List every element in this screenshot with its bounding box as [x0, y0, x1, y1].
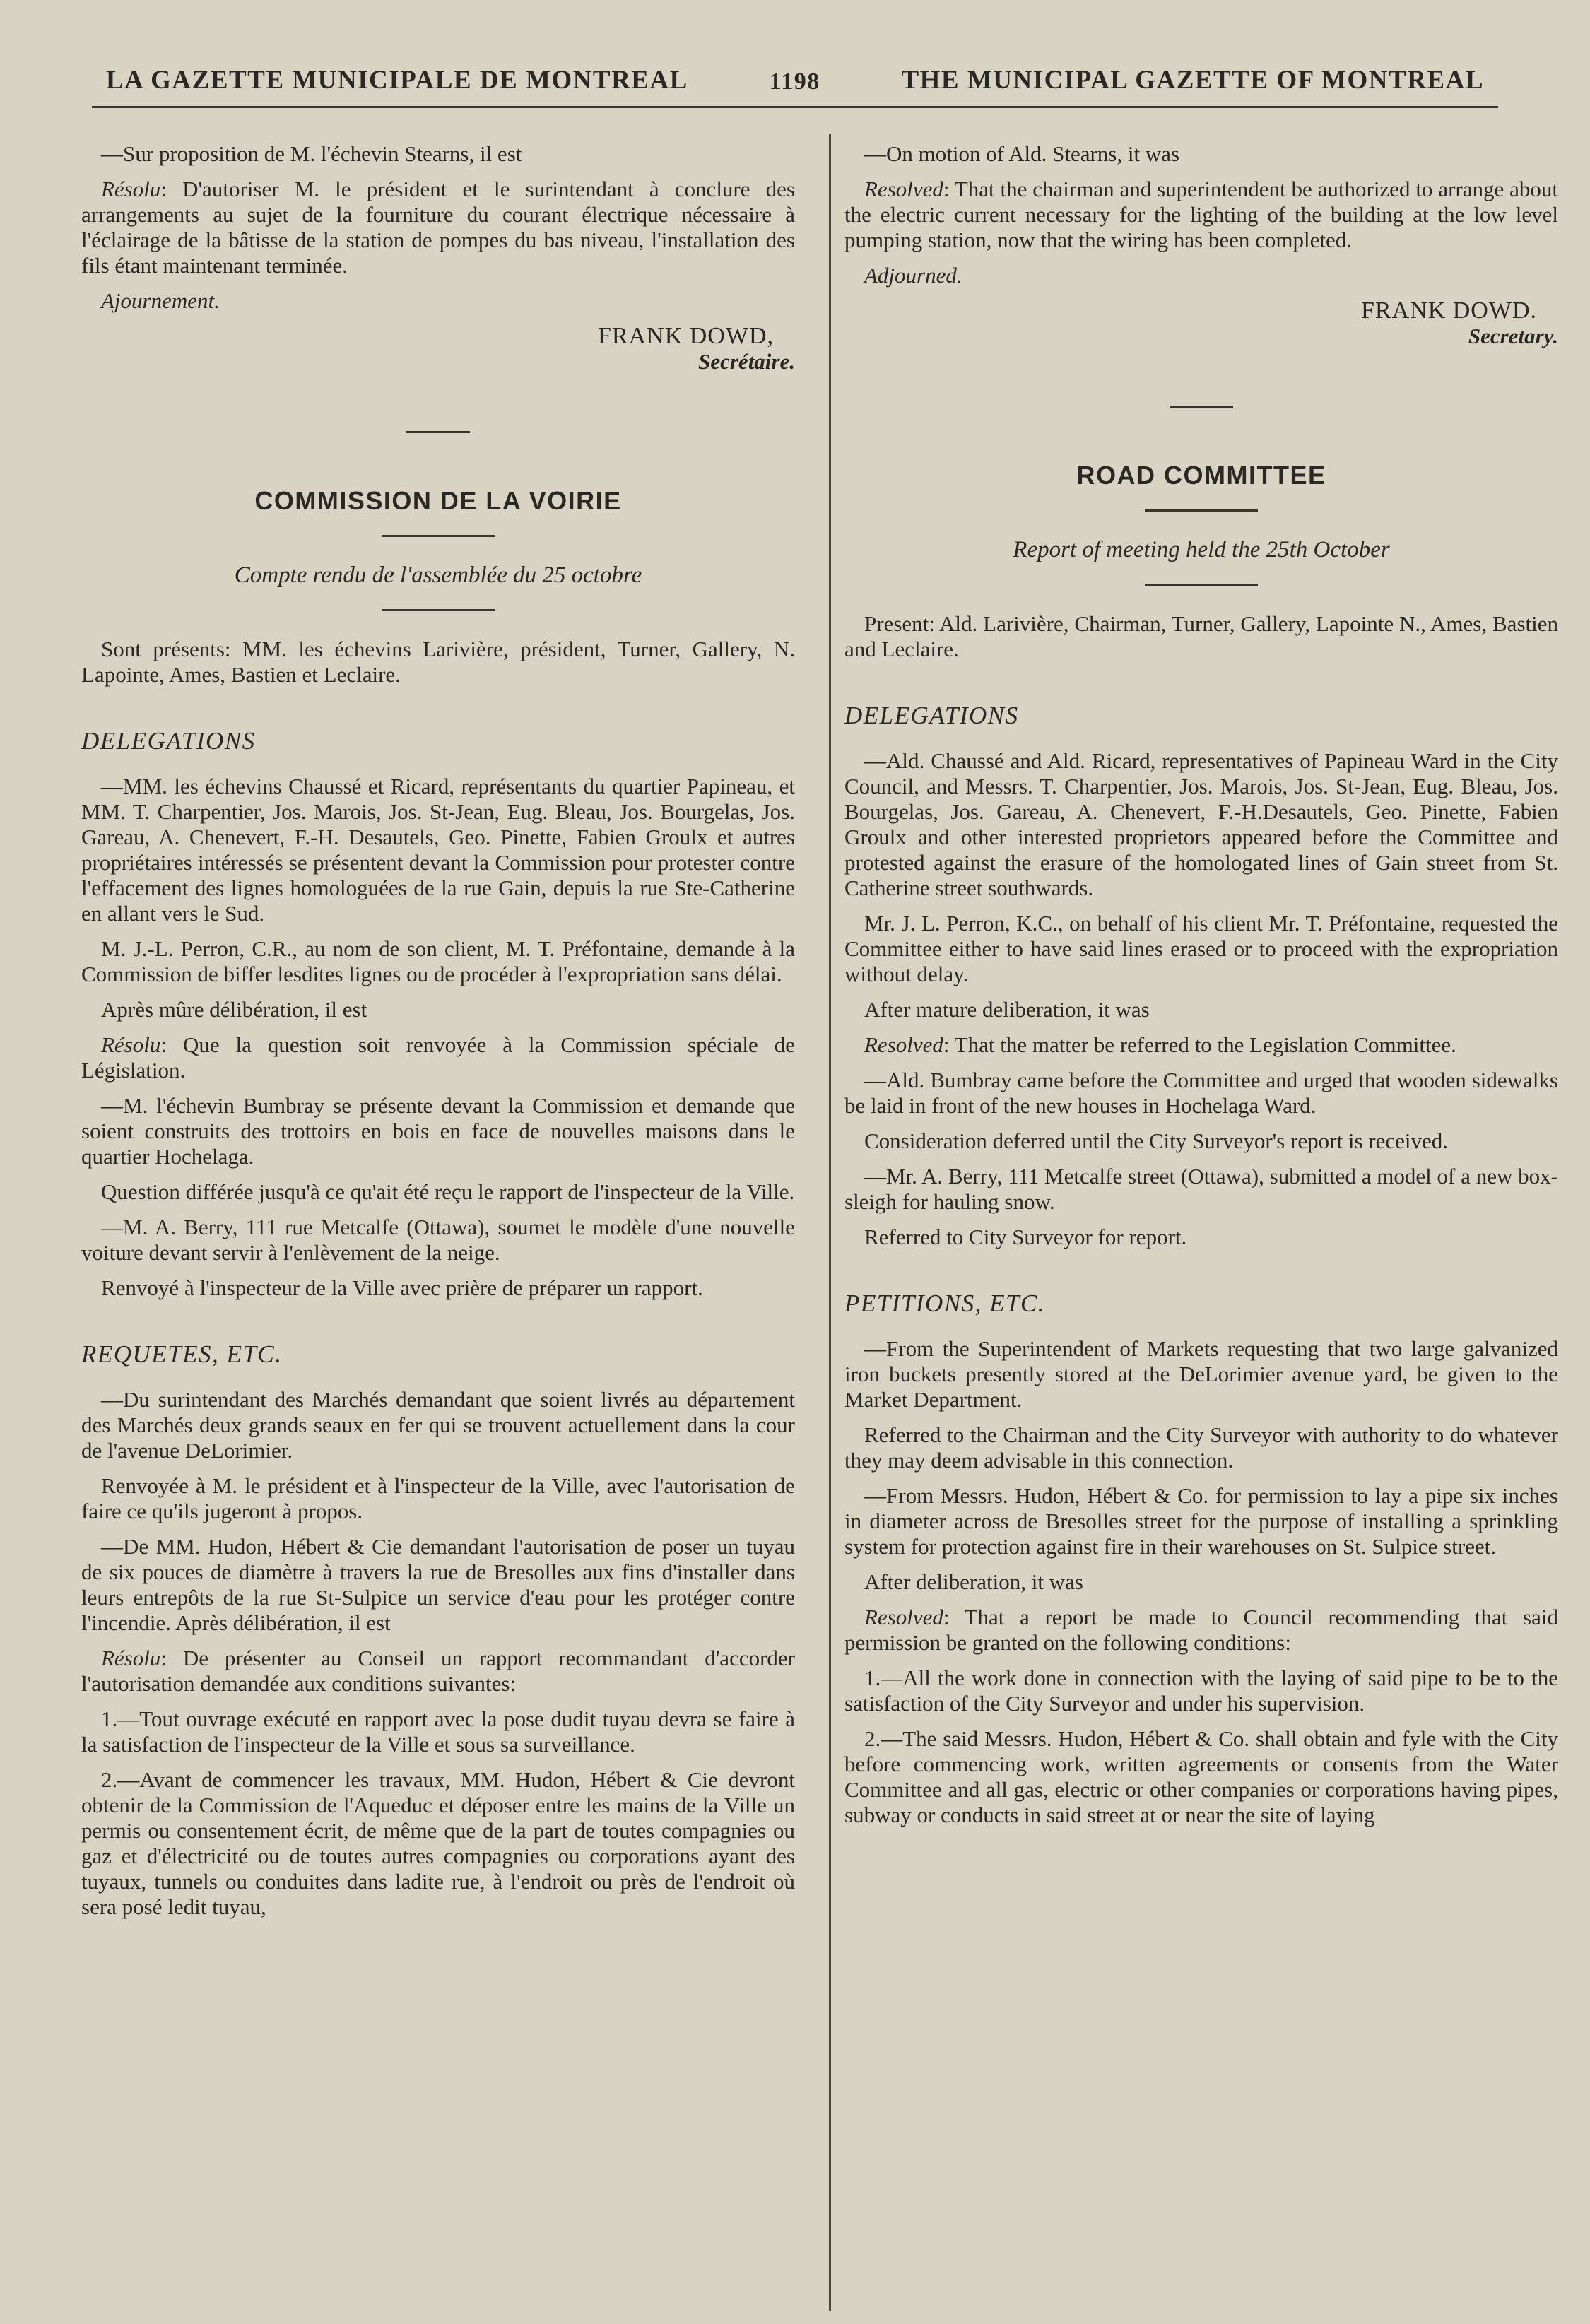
intro-resolution [844, 177, 1558, 253]
signature-title: Secrétaire. [698, 349, 795, 374]
column-divider [829, 134, 831, 2311]
section-rule [406, 431, 470, 433]
paragraph: After mature deliberation, it was [864, 997, 1150, 1022]
requetes-heading: REQUETES, ETC. [81, 1340, 283, 1368]
committee-title: ROAD COMMITTEE [1076, 461, 1326, 490]
adjourned-note: Adjourned. [864, 263, 962, 288]
present-list: Present: Ald. Larivière, Chairman, Turner, Gallery, Lapointe N., Ames, Bastien and Leclaire. [844, 611, 1558, 661]
delegations-heading: DELEGATIONS [81, 727, 256, 755]
header-right-title: THE MUNICIPAL GAZETTE OF MONTREAL [901, 66, 1484, 95]
resolution-paragraph [81, 1646, 795, 1697]
signature-name: FRANK DOWD. [1361, 297, 1537, 324]
paragraph: 2.—The said Messrs. Hudon, Hébert & Co. shall obtain and fyle with the City before commencing work, written agreements or consents from the Water Committee and all gas, electric or other companies or corporations having pipes, subway or conducts in said street at or near the site of laying [844, 1726, 1558, 1827]
english-column [844, 141, 1558, 1838]
paragraph: —Ald. Bumbray came before the Committee and urged that wooden sidewalks be laid in front of the new houses in Hochelaga Ward. [844, 1068, 1558, 1118]
resolved-text: : That the chairman and superintendent be authorized to arrange about the electric current necessary for the lighting of the building at the low level pumping station, now that the wiring has been completed. [844, 177, 1558, 252]
paragraph: —From the Superintendent of Markets requesting that two large galvanized iron buckets presently stored at the DeLorimier avenue yard, be given to the Market Department. [844, 1336, 1558, 1412]
paragraph: Renvoyé à l'inspecteur de la Ville avec prière de préparer un rapport. [101, 1275, 703, 1300]
paragraph: —MM. les échevins Chaussé et Ricard, représentants du quartier Papineau, et MM. T. Charpentier, Jos. Marois, Jos. St-Jean, Eug. Bleau, Jos. Bourgelas, Jos. Gareau, A. Chenevert, F.-H. Desautels, Geo. Pinette, Fabien Groulx et autres propriétaires intéressés se présentent devant la Commission pour protester contre l'effacement des lignes homologuées de la rue Gain, depuis la rue Ste-Catherine en allant vers le Sud. [81, 774, 795, 926]
title-rule [1145, 584, 1258, 586]
paragraph: Après mûre délibération, il est [101, 997, 367, 1022]
title-rule [382, 609, 495, 611]
report-title: Report of meeting held the 25th October [1013, 537, 1390, 562]
resolved-text: : Que la question soit renvoyée à la Commission spéciale de Législation. [81, 1032, 795, 1083]
intro-motion: —On motion of Ald. Stearns, it was [864, 141, 1180, 166]
signature-block [844, 298, 1558, 349]
header-left-title: LA GAZETTE MUNICIPALE DE MONTREAL [106, 66, 688, 95]
paragraph: —Ald. Chaussé and Ald. Ricard, representatives of Papineau Ward in the City Council, and Messrs. T. Charpentier, Jos. Marois, Jos. St-Jean, Eug. Bleau, Jos. Bourgelas, Jos. Gareau, A. Chenevert, F.-H.Desautels, Geo. Pinette, Fabien Groulx and other interested proprietors appeared before the Committee and protested against the erasure of the homologated lines of Gain street from St. Catherine street southwards. [844, 748, 1558, 900]
paragraph: Renvoyée à M. le président et à l'inspecteur de la Ville, avec l'autorisation de faire ce qu'ils jugeront à propos. [81, 1473, 795, 1523]
resolved-text: : That the matter be referred to the Legislation Committee. [943, 1032, 1456, 1057]
resolution-paragraph [844, 1605, 1558, 1656]
paragraph: —From Messrs. Hudon, Hébert & Co. for permission to lay a pipe six inches in diameter across de Bresolles street for the purpose of installing a sprinkling system for protection against fire in their warehouses on St. Sulpice street. [844, 1483, 1558, 1559]
present-list: Sont présents: MM. les échevins Larivière, président, Turner, Gallery, N. Lapointe, Ames, Bastien et Leclaire. [81, 637, 795, 687]
resolution-paragraph [81, 1032, 795, 1083]
paragraph: 2.—Avant de commencer les travaux, MM. Hudon, Hébert & Cie devront obtenir de la Commission de l'Aqueduc et déposer entre les mains de la Ville un permis ou consentement écrit, de même que de la part de toutes compagnies ou gaz et d'électricité ou de toutes autres compagnies ou corporations ayant des tuyaux, tunnels ou conduites dans ladite rue, à l'endroit ou près de l'endroit où sera posé ledit tuyau, [81, 1767, 795, 1919]
delegations-heading: DELEGATIONS [844, 702, 1019, 729]
signature-title: Secretary. [1468, 324, 1558, 348]
title-rule [382, 535, 495, 537]
paragraph: M. J.-L. Perron, C.R., au nom de son client, M. T. Préfontaine, demande à la Commission de biffer lesdites lignes ou de procéder à l'expropriation sans délai. [81, 936, 795, 986]
adjourned-note: Ajournement. [101, 288, 220, 313]
paragraph: Question différée jusqu'à ce qu'ait été reçu le rapport de l'inspecteur de la Ville. [101, 1179, 795, 1204]
resolved-label: Resolved [864, 1605, 943, 1629]
paragraph: 1.—Tout ouvrage exécuté en rapport avec la pose dudit tuyau devra se faire à la satisfaction de l'inspecteur de la Ville et sous sa surveillance. [81, 1706, 795, 1757]
resolved-text: : That a report be made to Council recommending that said permission be granted on the following conditions: [844, 1605, 1558, 1655]
title-rule [1145, 509, 1258, 512]
section-rule [1170, 406, 1233, 408]
paragraph: Referred to City Surveyor for report. [864, 1225, 1187, 1249]
committee-title: COMMISSION DE LA VOIRIE [254, 486, 622, 515]
resolved-text: : D'autoriser M. le président et le surintendant à conclure des arrangements au sujet de la fourniture du courant électrique nécessaire à l'éclairage de la bâtisse de la station de pompes du bas niveau, l'installation des fils étant maintenant terminée. [81, 177, 795, 278]
signature-block [81, 324, 795, 374]
paragraph: —M. l'échevin Bumbray se présente devant la Commission et demande que soient construits des trottoirs en bois en face de nouvelles maisons dans le quartier Hochelaga. [81, 1093, 795, 1169]
resolved-label: Résolu [101, 1646, 161, 1670]
running-header [106, 65, 1484, 95]
paragraph: Referred to the Chairman and the City Surveyor with authority to do whatever they may deem advisable in this connection. [844, 1422, 1558, 1473]
resolved-label: Résolu [101, 1032, 161, 1057]
paragraph: Mr. J. L. Perron, K.C., on behalf of his client Mr. T. Préfontaine, requested the Committee either to have said lines erased or to proceed with the expropriation without delay. [844, 911, 1558, 986]
signature-name: FRANK DOWD, [598, 323, 774, 349]
resolution-paragraph [844, 1032, 1558, 1058]
resolved-label: Resolved [864, 177, 943, 201]
french-column [81, 141, 795, 1930]
paragraph: —Du surintendant des Marchés demandant que soient livrés au département des Marchés deux grands seaux en fer qui se trouvent actuellement dans la cour de l'avenue DeLorimier. [81, 1387, 795, 1463]
resolved-label: Resolved [864, 1032, 943, 1057]
paragraph: —Mr. A. Berry, 111 Metcalfe street (Ottawa), submitted a model of a new box-sleigh for hauling snow. [844, 1164, 1558, 1214]
intro-motion: —Sur proposition de M. l'échevin Stearns, il est [101, 141, 522, 166]
paragraph: After deliberation, it was [864, 1569, 1083, 1594]
paragraph: 1.—All the work done in connection with the laying of said pipe to be to the satisfaction of the City Surveyor and under his supervision. [844, 1665, 1558, 1716]
petitions-heading: PETITIONS, ETC. [844, 1290, 1046, 1317]
paragraph: Consideration deferred until the City Surveyor's report is received. [864, 1128, 1448, 1153]
intro-resolution [81, 177, 795, 278]
resolved-label: Résolu [101, 177, 161, 201]
paragraph: —M. A. Berry, 111 rue Metcalfe (Ottawa), soumet le modèle d'une nouvelle voiture devant servir à l'enlèvement de la neige. [81, 1215, 795, 1265]
header-rule [92, 106, 1498, 108]
page-number: 1198 [769, 69, 820, 95]
report-title: Compte rendu de l'assemblée du 25 octobre [234, 562, 642, 588]
paragraph: —De MM. Hudon, Hébert & Cie demandant l'autorisation de poser un tuyau de six pouces de diamètre à travers la rue de Bresolles aux fins d'installer dans leurs entrepôts de la rue St-Sulpice un service d'eau pour les protéger contre l'incendie. Après délibération, il est [81, 1534, 795, 1635]
resolved-text: : De présenter au Conseil un rapport recommandant d'accorder l'autorisation demandée aux conditions suivantes: [81, 1646, 795, 1696]
